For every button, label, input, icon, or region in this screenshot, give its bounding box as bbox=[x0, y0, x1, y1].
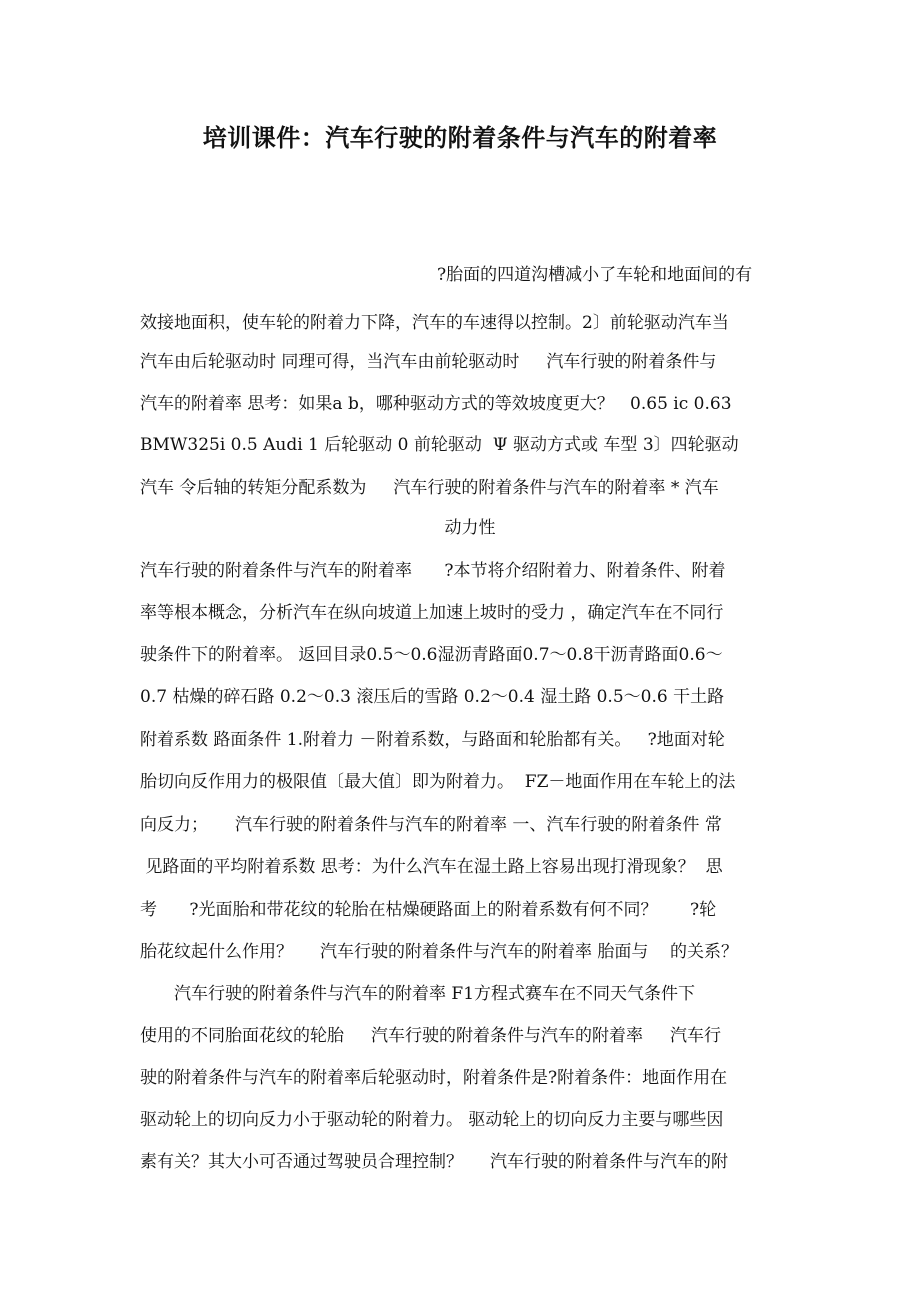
body-line: 向反力； 汽车行驶的附着条件与汽车的附着率 一、汽车行驶的附着条件 常 bbox=[140, 815, 722, 835]
body-line: 0.7 枯燥的碎石路 0.2～0.3 滚压后的雪路 0.2～0.4 湿土路 0.5～0.6 干土路 bbox=[140, 687, 725, 707]
body-line: 汽车由后轮驱动时 同理可得，当汽车由前轮驱动时 汽车行驶的附着条件与 bbox=[140, 352, 717, 372]
body-line: 汽车的附着率 思考：如果a b，哪种驱动方式的等效坡度更大？ 0.65 ic 0.63 bbox=[140, 394, 732, 414]
body-line: 考 ?光面胎和带花纹的轮胎在枯燥硬路面上的附着系数有何不同？ ?轮 bbox=[140, 900, 717, 920]
body-line: 汽车行驶的附着条件与汽车的附着率 F1方程式赛车在不同天气条件下 bbox=[174, 984, 696, 1004]
body-line: 驶的附着条件与汽车的附着率后轮驱动时，附着条件是?附着条件：地面作用在 bbox=[140, 1068, 728, 1088]
body-line: ?胎面的四道沟槽减小了车轮和地面间的有 bbox=[437, 265, 753, 285]
body-line: 胎花纹起什么作用？ 汽车行驶的附着条件与汽车的附着率 胎面与 的关系？ bbox=[140, 942, 739, 962]
body-line: 汽车 令后轴的转矩分配系数为 汽车行驶的附着条件与汽车的附着率 * 汽车 bbox=[140, 478, 719, 498]
document-title: 培训课件：汽车行驶的附着条件与汽车的附着率 bbox=[202, 124, 718, 152]
body-line: BMW325i 0.5 Audi 1 后轮驱动 0 前轮驱动 Ψ 驱动方式或 车型 3〕四轮驱动 bbox=[140, 435, 739, 455]
body-line: 胎切向反作用力的极限值〔最大值〕即为附着力。 FZ－地面作用在车轮上的法 bbox=[140, 772, 736, 792]
body-line: 附着系数 路面条件 1.附着力 －附着系数，与路面和轮胎都有关。 ?地面对轮 bbox=[140, 730, 725, 750]
body-line: 素有关？其大小可否通过驾驶员合理控制？ 汽车行驶的附着条件与汽车的附 bbox=[140, 1152, 729, 1172]
body-line: 见路面的平均附着系数 思考：为什么汽车在湿土路上容易出现打滑现象？ 思 bbox=[140, 857, 723, 877]
body-line: 使用的不同胎面花纹的轮胎 汽车行驶的附着条件与汽车的附着率 汽车行 bbox=[140, 1026, 722, 1046]
body-line: 汽车行驶的附着条件与汽车的附着率 ?本节将介绍附着力、附着条件、附着 bbox=[140, 561, 726, 581]
body-line: 动力性 bbox=[444, 518, 496, 538]
body-line: 效接地面积，使车轮的附着力下降，汽车的车速得以控制。2〕前轮驱动汽车当 bbox=[140, 313, 729, 333]
body-line: 驶条件下的附着率。 返回目录0.5～0.6湿沥青路面0.7～0.8干沥青路面0.6～ bbox=[140, 645, 723, 665]
body-line: 率等根本概念，分析汽车在纵向坡道上加速上坡时的受力 ，确定汽车在不同行 bbox=[140, 603, 724, 623]
body-line: 驱动轮上的切向反力小于驱动轮的附着力。 驱动轮上的切向反力主要与哪些因 bbox=[140, 1110, 724, 1130]
